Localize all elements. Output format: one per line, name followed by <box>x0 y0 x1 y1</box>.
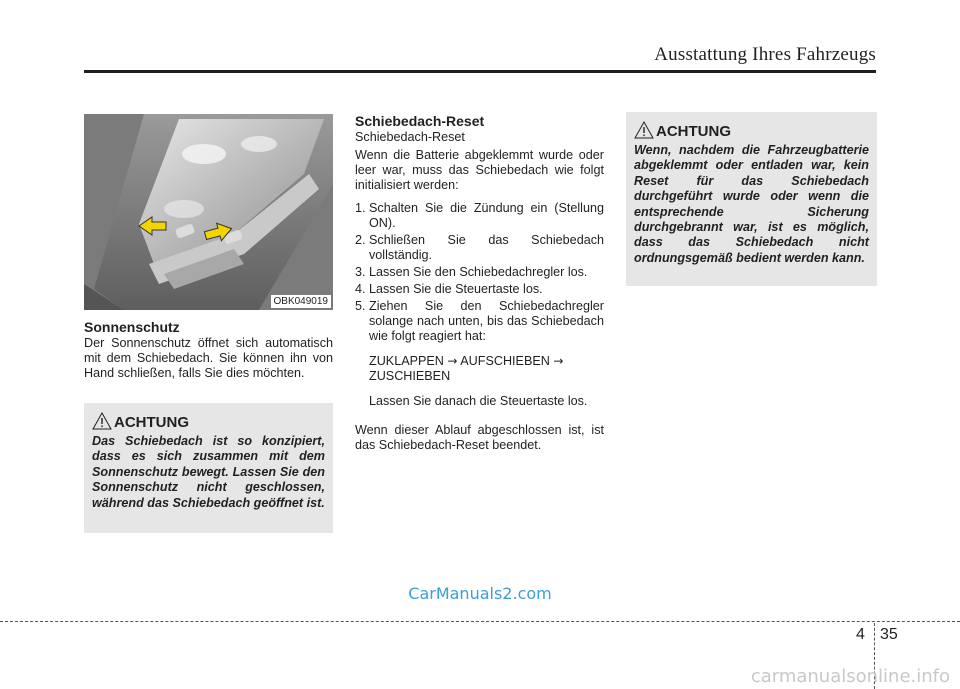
footer-site-link[interactable]: carmanualsonline.info <box>750 666 950 687</box>
reset-steps <box>355 201 604 344</box>
list-item: 1. Schalten Sie die Zündung ein (Stellung ON). <box>355 201 604 230</box>
reset-section <box>355 112 604 461</box>
reset-intro: Wenn die Batterie abgeklemmt wurde oder leer war, muss das Schiebedach wie folgt initialisiert werden: <box>355 148 604 192</box>
reset-subheading: Schiebedach-Reset <box>355 130 465 144</box>
footer-rule <box>0 621 960 622</box>
photo-code: OBK049019 <box>271 295 332 308</box>
list-item: 2. Schließen Sie das Schiebedach vollständig. <box>355 233 604 262</box>
sunroof-illustration <box>84 114 333 310</box>
sunshade-text: Der Sonnenschutz öffnet sich automatisch mit dem Schiebedach. Sie können ihn von Hand schließen, falls Sie dies möchten. <box>84 336 333 380</box>
warning-text: Das Schiebedach ist so konzipiert, dass es sich zusammen mit dem Sonnenschutz bewegt. Lassen Sie den Sonnenschutz nicht geschlossen, während das Schiebedach geöffnet ist. <box>92 434 325 510</box>
arrow-right-icon: → <box>447 354 458 368</box>
page-number: 35 <box>880 626 898 643</box>
warning-title: ACHTUNG <box>114 414 189 431</box>
list-item: 4. Lassen Sie die Steuertaste los. <box>355 282 543 296</box>
warning-title: ACHTUNG <box>656 123 731 140</box>
header-rule <box>84 70 876 73</box>
warning-text: Wenn, nachdem die Fahrzeugbatterie abgeklemmt oder entladen war, kein Reset für das Schiebedach durchgeführt wurde oder wenn die entsprechende Sicherung durchgebrannt war, ist es möglich, dass das Schiebedach nicht ordnungsgemäß bedient werden kann. <box>634 143 869 265</box>
reset-outro: Wenn dieser Ablauf abgeschlossen ist, ist das Schiebedach-Reset beendet. <box>355 423 604 452</box>
warning-triangle-icon <box>92 411 112 431</box>
reset-release: Lassen Sie danach die Steuertaste los. <box>369 394 588 408</box>
reset-sequence: ZUKLAPPEN → AUFSCHIEBEN → ZUSCHIEBEN <box>369 354 564 383</box>
warning-box-reset <box>626 112 877 286</box>
warning-box-sunshade <box>84 403 333 533</box>
warning-triangle-icon <box>634 120 654 140</box>
sunshade-section <box>84 318 333 389</box>
list-item: 5. Ziehen Sie den Schiebedachregler solange nach unten, bis das Schiebedach wie folgt reagiert hat: <box>355 299 604 343</box>
header-title: Ausstattung Ihres Fahrzeugs <box>654 44 876 65</box>
chapter-number: 4 <box>856 626 865 643</box>
watermark-link[interactable]: CarManuals2.com <box>408 584 552 603</box>
arrow-right-icon: → <box>553 354 564 368</box>
reset-heading: Schiebedach-Reset <box>355 113 485 129</box>
sunroof-photo <box>84 114 333 310</box>
sunshade-heading: Sonnenschutz <box>84 319 180 335</box>
list-item: 3. Lassen Sie den Schiebedachregler los. <box>355 265 588 279</box>
